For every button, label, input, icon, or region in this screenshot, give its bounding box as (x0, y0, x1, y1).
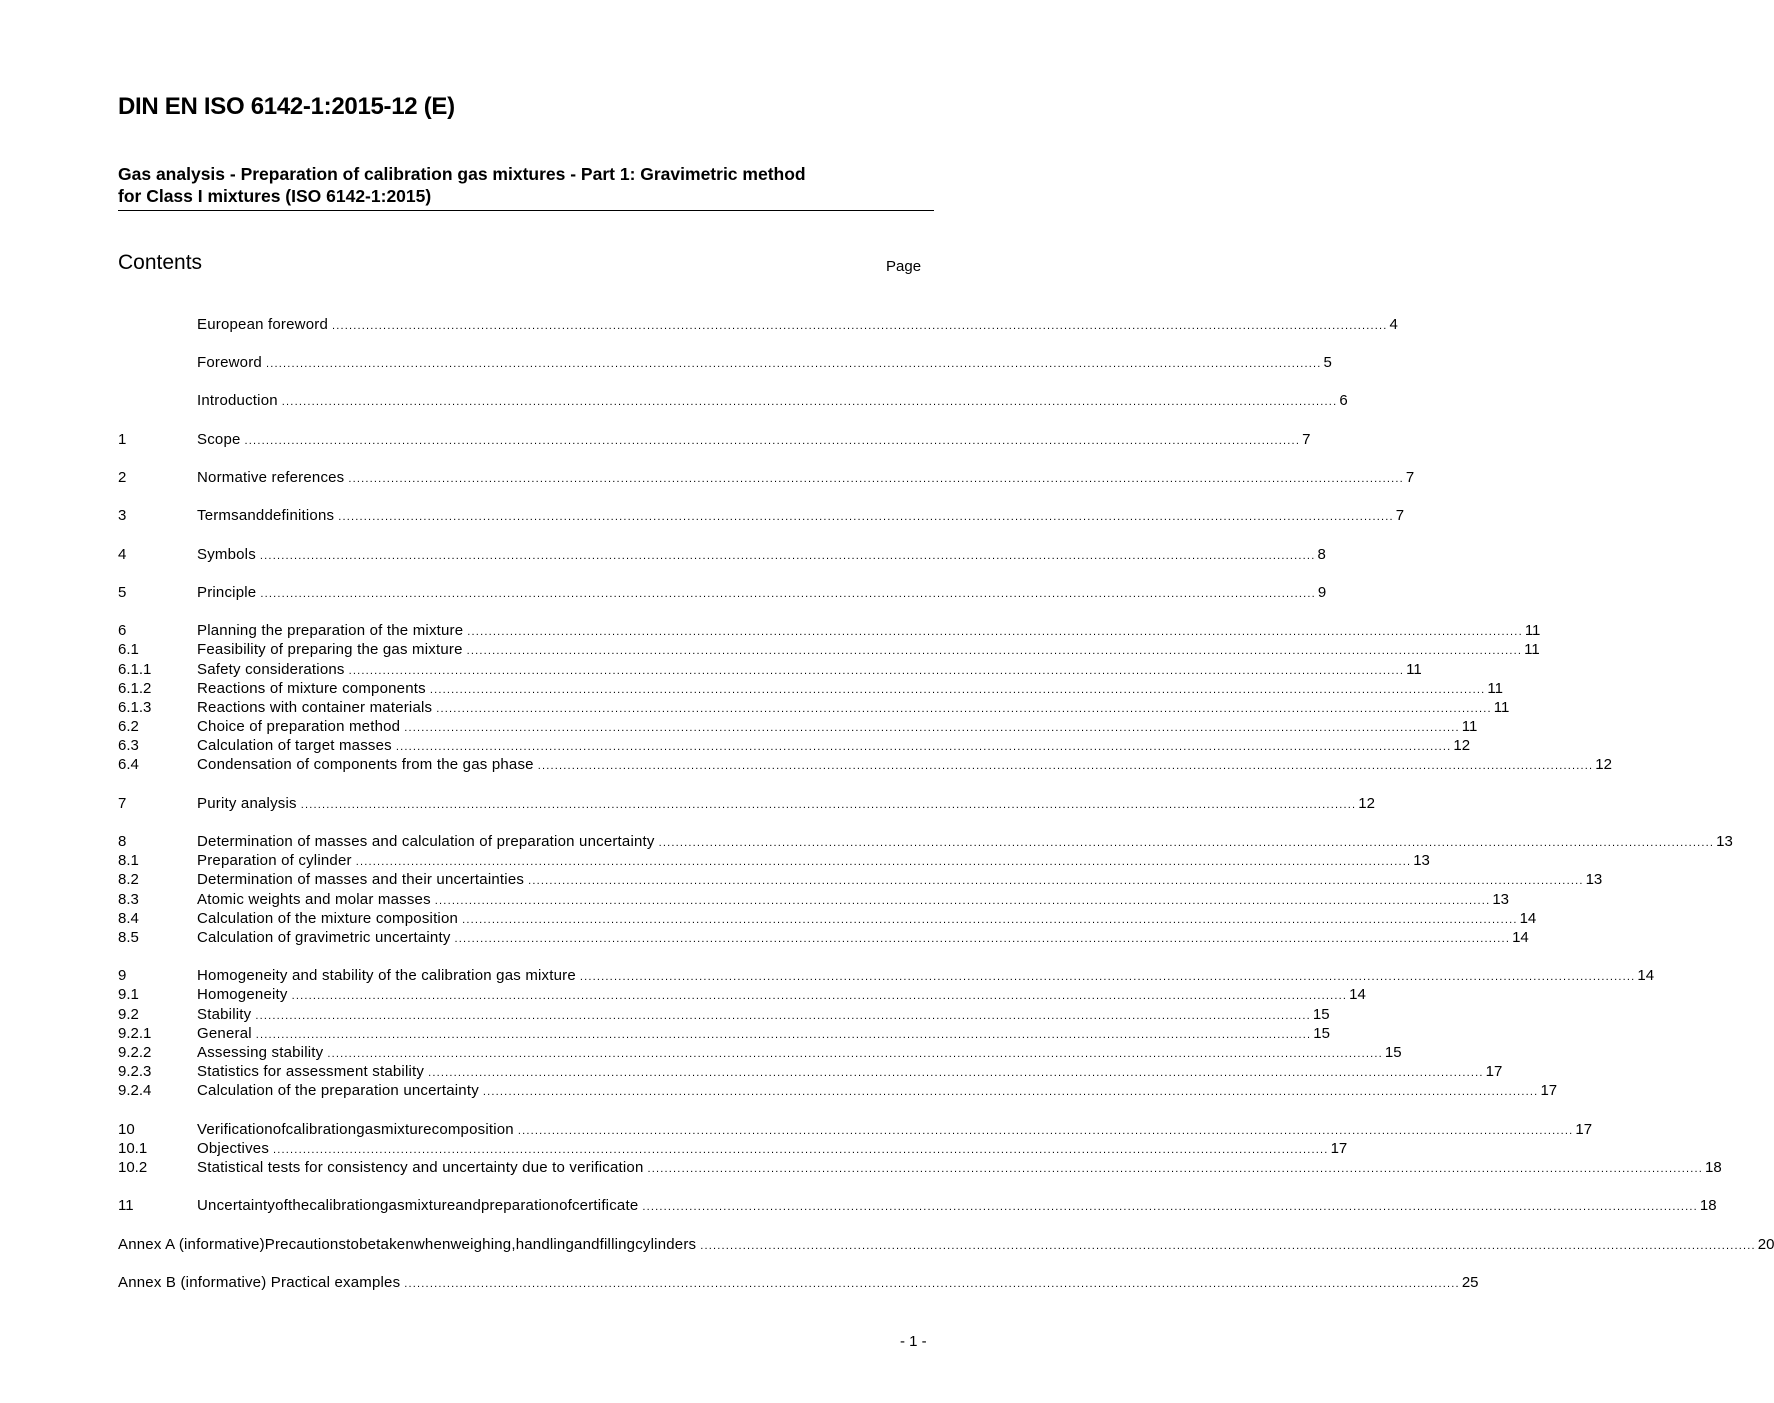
toc-entry-number: 2 (118, 469, 127, 486)
toc-entry-number: 6.2 (118, 718, 139, 735)
toc-entry-page: 25 (1461, 1274, 1479, 1291)
toc-entry-number: 7 (118, 795, 127, 812)
toc-leader-dots: ........................................................................................................................................................................................................................................................ (265, 358, 1322, 370)
toc-entry-label: Reactions with container materials (197, 699, 433, 716)
toc-entry-label: Reactions of mixture components (197, 680, 426, 697)
toc-entry-label: Objectives (197, 1140, 270, 1157)
toc-entry-number: 10.2 (118, 1159, 148, 1176)
toc-entry-page: 12 (1358, 795, 1375, 812)
toc-entry[interactable] (118, 890, 1510, 910)
toc-entry-number: 9.2.4 (118, 1082, 152, 1099)
toc-entry-page: 12 (1595, 756, 1612, 773)
toc-leader-dots: ........................................................................................................................................................................................................................................................ (348, 665, 1405, 677)
toc-entry[interactable] (118, 1235, 1774, 1255)
toc-entry-page: 11 (1493, 699, 1510, 716)
toc-entry-label: Symbols (197, 546, 256, 563)
toc-leader-dots: ........................................................................................................................................................................................................................................................ (517, 1125, 1574, 1137)
toc-entry-page: 11 (1461, 718, 1478, 735)
toc-entry-page: 8 (1317, 546, 1326, 563)
toc-entry[interactable] (118, 660, 1422, 680)
toc-entry[interactable] (118, 468, 1415, 488)
toc-entry[interactable] (118, 1005, 1330, 1025)
toc-entry-number: 3 (118, 507, 127, 524)
toc-entry-label: Foreword (197, 354, 262, 371)
toc-entry-label: European foreword (197, 316, 328, 333)
toc-entry-label: Homogeneity and stability of the calibration gas mixture (197, 967, 576, 984)
toc-leader-dots: ........................................................................................................................................................................................................................................................ (482, 1086, 1539, 1098)
toc-entry-number: 9.2.1 (118, 1025, 152, 1042)
toc-entry-number: 9.2.3 (118, 1063, 152, 1080)
toc-entry-label: General (197, 1025, 252, 1042)
toc-entry-number: 8.4 (118, 910, 139, 927)
toc-leader-dots: ........................................................................................................................................................................................................................................................ (244, 435, 1301, 447)
toc-entry[interactable] (118, 717, 1478, 737)
toc-leader-dots: ........................................................................................................................................................................................................................................................ (255, 1010, 1311, 1022)
toc-entry[interactable] (118, 851, 1430, 871)
toc-entry[interactable] (118, 1139, 1348, 1159)
toc-leader-dots: ........................................................................................................................................................................................................................................................ (255, 1029, 1312, 1041)
toc-entry-page: 15 (1384, 1044, 1402, 1061)
toc-leader-dots: ........................................................................................................................................................................................................................................................ (260, 588, 1316, 600)
toc-entry-page: 4 (1389, 316, 1398, 333)
toc-entry[interactable] (118, 1120, 1593, 1140)
toc-entry-number: 1 (118, 431, 127, 448)
toc-entry-number: 6.1 (118, 641, 139, 658)
toc-entry[interactable] (118, 1273, 1479, 1293)
toc-leader-dots: ........................................................................................................................................................................................................................................................ (259, 550, 1316, 562)
toc-entry-label: Feasibility of preparing the gas mixture (197, 641, 463, 658)
toc-entry-number: 9 (118, 967, 127, 984)
toc-leader-dots: ........................................................................................................................................................................................................................................................ (436, 703, 1492, 715)
toc-leader-dots: ........................................................................................................................................................................................................................................................ (291, 990, 1348, 1002)
toc-entry-label: Uncertaintyofthecalibrationgasmixtureandpreparationofcertificate (197, 1197, 639, 1214)
document-id: DIN EN ISO 6142-1:2015-12 (E) (118, 93, 455, 120)
toc-leader-dots: ........................................................................................................................................................................................................................................................ (281, 396, 1338, 408)
toc-entry[interactable] (118, 909, 1537, 929)
toc-leader-dots: ........................................................................................................................................................................................................................................................ (700, 1240, 1756, 1252)
toc-entry-label: Calculation of gravimetric uncertainty (197, 929, 451, 946)
toc-entry[interactable] (118, 928, 1529, 948)
toc-entry-page: 9 (1317, 584, 1327, 601)
toc-entry-page: 14 (1349, 986, 1366, 1003)
toc-entry-page: 11 (1524, 641, 1540, 658)
toc-entry[interactable] (118, 832, 1733, 852)
toc-entry[interactable] (118, 621, 1541, 641)
toc-entry-label: Principle (197, 584, 257, 601)
toc-entry-label: Calculation of the mixture composition (197, 910, 459, 927)
toc-entry[interactable] (118, 736, 1471, 756)
toc-entry-page: 18 (1705, 1159, 1722, 1176)
toc-entry-page: 11 (1524, 622, 1541, 639)
table-of-contents (118, 0, 1774, 1403)
toc-entry-label: Introduction (197, 392, 278, 409)
toc-leader-dots: ........................................................................................................................................................................................................................................................ (404, 1278, 1460, 1290)
toc-leader-dots: ........................................................................................................................................................................................................................................................ (338, 511, 1394, 523)
toc-entry-number: 6.1.3 (118, 699, 152, 716)
toc-entry[interactable] (118, 1024, 1330, 1044)
toc-entry-page: 13 (1413, 852, 1430, 869)
toc-entry[interactable] (118, 583, 1327, 603)
toc-entry-number: 8.2 (118, 871, 139, 888)
toc-entry[interactable] (118, 315, 1398, 335)
document-title-line-2: for Class I mixtures (ISO 6142-1:2015) (118, 186, 432, 206)
toc-leader-dots: ........................................................................................................................................................................................................................................................ (348, 473, 1404, 485)
toc-leader-dots: ........................................................................................................................................................................................................................................................ (404, 722, 1460, 734)
toc-entry-label: Normative references (197, 469, 345, 486)
toc-leader-dots: ........................................................................................................................................................................................................................................................ (466, 645, 1523, 657)
toc-entry-label: Atomic weights and molar masses (197, 891, 431, 908)
page-column-heading: Page (886, 258, 922, 275)
toc-entry-page: 7 (1395, 507, 1405, 524)
toc-entry-label: Choice of preparation method (197, 718, 401, 735)
toc-entry-number: 10 (118, 1121, 135, 1138)
toc-leader-dots: ........................................................................................................................................................................................................................................................ (300, 799, 1357, 811)
toc-entry-page: 13 (1716, 833, 1733, 850)
toc-entry-number: 5 (118, 584, 127, 601)
toc-entry-label: Homogeneity (197, 986, 288, 1003)
toc-entry-page: 13 (1492, 891, 1510, 908)
toc-entry-number: 6 (118, 622, 127, 639)
toc-entry-number: 10.1 (118, 1140, 148, 1157)
toc-entry-number: 6.1.2 (118, 680, 152, 697)
toc-entry-page: 17 (1575, 1121, 1593, 1138)
toc-entry-label: Verificationofcalibrationgasmixturecomposition (197, 1121, 514, 1138)
toc-entry-page: 17 (1330, 1140, 1348, 1157)
toc-entry[interactable] (118, 1062, 1503, 1082)
toc-leader-dots: ........................................................................................................................................................................................................................................................ (395, 741, 1452, 753)
page-number: - 1 - (900, 1333, 927, 1350)
toc-entry[interactable] (118, 506, 1405, 526)
toc-entry[interactable] (118, 698, 1510, 718)
toc-leader-dots: ........................................................................................................................................................................................................................................................ (428, 1067, 1484, 1079)
toc-leader-dots: ........................................................................................................................................................................................................................................................ (467, 626, 1523, 638)
toc-entry[interactable] (118, 640, 1540, 660)
toc-entry-page: 13 (1585, 871, 1603, 888)
toc-entry-number: 8.5 (118, 929, 139, 946)
toc-leader-dots: ........................................................................................................................................................................................................................................................ (579, 971, 1636, 983)
toc-entry-label: Statistics for assessment stability (197, 1063, 425, 1080)
toc-entry-label: Termsanddefinitions (197, 507, 335, 524)
toc-leader-dots: ........................................................................................................................................................................................................................................................ (537, 760, 1594, 772)
toc-entry-label: Safety considerations (197, 661, 345, 678)
toc-entry-page: 7 (1405, 469, 1415, 486)
toc-entry[interactable] (118, 430, 1311, 450)
toc-leader-dots: ........................................................................................................................................................................................................................................................ (327, 1048, 1383, 1060)
toc-entry[interactable] (118, 966, 1655, 986)
toc-entry-label: Purity analysis (197, 795, 297, 812)
toc-entry-label: Calculation of the preparation uncertainty (197, 1082, 479, 1099)
toc-leader-dots: ........................................................................................................................................................................................................................................................ (642, 1201, 1698, 1213)
toc-entry-number: 6.4 (118, 756, 139, 773)
toc-entry-label: Determination of masses and calculation of preparation uncertainty (197, 833, 655, 850)
toc-entry-page: 20 (1757, 1236, 1774, 1253)
document-title-line-1: Gas analysis - Preparation of calibration gas mixtures - Part 1: Gravimetric method (118, 164, 806, 184)
toc-entry[interactable] (118, 1196, 1717, 1216)
toc-entry-page: 14 (1512, 929, 1529, 946)
toc-entry-label: Planning the preparation of the mixture (197, 622, 464, 639)
toc-entry[interactable] (118, 1158, 1722, 1178)
toc-entry-page: 11 (1487, 680, 1503, 697)
toc-leader-dots: ........................................................................................................................................................................................................................................................ (273, 1144, 1329, 1156)
toc-entry-page: 15 (1312, 1006, 1330, 1023)
contents-heading: Contents (118, 251, 203, 274)
toc-entry-number: 9.1 (118, 986, 139, 1003)
toc-leader-dots: ........................................................................................................................................................................................................................................................ (429, 684, 1486, 696)
toc-entry[interactable] (118, 391, 1348, 411)
toc-leader-dots: ........................................................................................................................................................................................................................................................ (462, 914, 1518, 926)
toc-entry-label: Statistical tests for consistency and uncertainty due to verification (197, 1159, 644, 1176)
toc-entry-label: Determination of masses and their uncertainties (197, 871, 525, 888)
toc-leader-dots: ........................................................................................................................................................................................................................................................ (355, 856, 1412, 868)
toc-entry-label: Assessing stability (197, 1044, 324, 1061)
toc-entry-page: 18 (1699, 1197, 1717, 1214)
toc-entry-page: 11 (1406, 661, 1422, 678)
toc-entry-number: 11 (118, 1197, 134, 1214)
toc-entry-page: 6 (1339, 392, 1348, 409)
toc-entry-label: Preparation of cylinder (197, 852, 352, 869)
toc-entry-label: Scope (197, 431, 241, 448)
toc-entry-page: 12 (1453, 737, 1471, 754)
toc-leader-dots: ........................................................................................................................................................................................................................................................ (528, 875, 1584, 887)
toc-entry-label: Calculation of target masses (197, 737, 392, 754)
toc-entry-number: 8.1 (118, 852, 139, 869)
toc-entry-page: 7 (1302, 431, 1311, 448)
toc-entry[interactable] (118, 794, 1375, 814)
toc-leader-dots: ........................................................................................................................................................................................................................................................ (454, 933, 1511, 945)
toc-entry-label: Condensation of components from the gas phase (197, 756, 534, 773)
toc-entry[interactable] (118, 353, 1332, 373)
toc-entry[interactable] (118, 985, 1366, 1005)
toc-entry[interactable] (118, 755, 1612, 775)
toc-entry-page: 17 (1485, 1063, 1503, 1080)
toc-entry-number: 9.2.2 (118, 1044, 152, 1061)
toc-entry-page: 14 (1637, 967, 1655, 984)
toc-leader-dots: ........................................................................................................................................................................................................................................................ (331, 320, 1388, 332)
toc-entry-number: 6.3 (118, 737, 139, 754)
toc-entry[interactable] (118, 1081, 1558, 1101)
toc-entry-number: 4 (118, 546, 127, 563)
toc-entry-number: 8.3 (118, 891, 139, 908)
toc-entry-number: 6.1.1 (118, 661, 152, 678)
toc-entry-page: 15 (1313, 1025, 1330, 1042)
toc-entry[interactable] (118, 870, 1603, 890)
toc-leader-dots: ........................................................................................................................................................................................................................................................ (658, 837, 1715, 849)
toc-leader-dots: ........................................................................................................................................................................................................................................................ (647, 1163, 1704, 1175)
toc-leader-dots: ........................................................................................................................................................................................................................................................ (434, 895, 1491, 907)
toc-entry-number: 9.2 (118, 1006, 139, 1023)
toc-entry-label: Stability (197, 1006, 252, 1023)
toc-entry[interactable] (118, 1043, 1402, 1063)
toc-entry[interactable] (118, 679, 1503, 699)
toc-entry-label: Annex B (informative) Practical examples (118, 1274, 401, 1291)
toc-entry-number: 8 (118, 833, 127, 850)
toc-entry[interactable] (118, 545, 1326, 565)
toc-entry-page: 14 (1519, 910, 1537, 927)
toc-entry-page: 17 (1540, 1082, 1558, 1099)
toc-entry-label: Annex A (informative)Precautionstobetakenwhenweighing,handlingandfillingcylinders (118, 1236, 697, 1253)
toc-entry-page: 5 (1323, 354, 1332, 371)
